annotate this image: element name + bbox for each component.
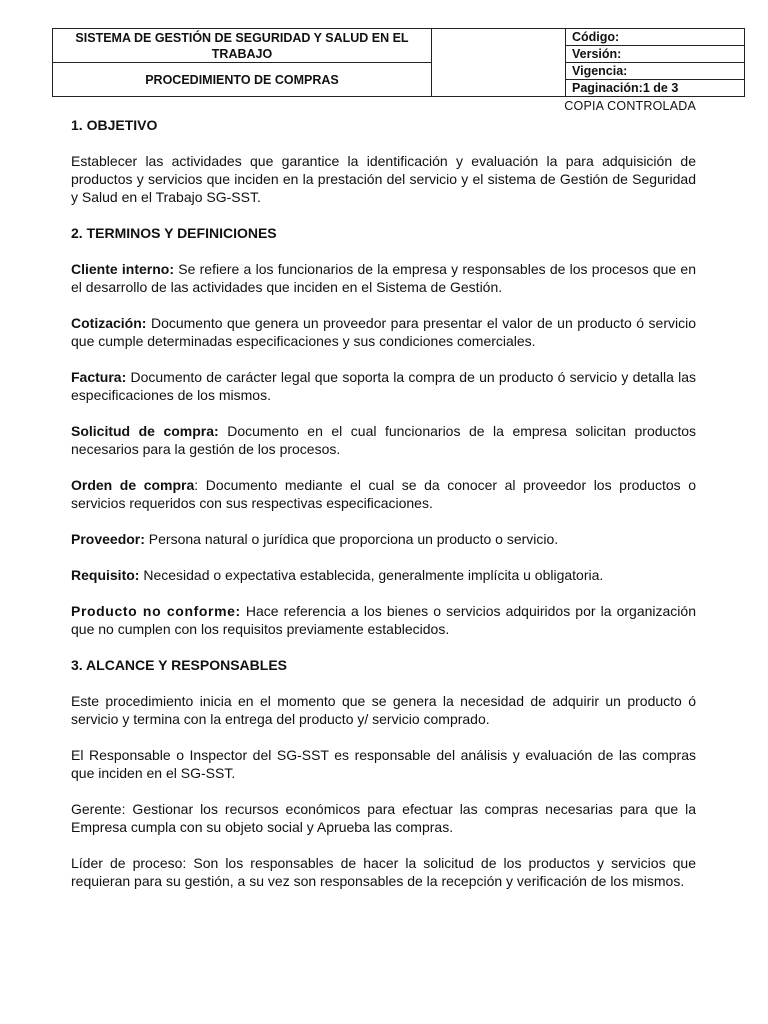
definition-solicitud-de-compra: [71, 422, 696, 458]
term-definition: : Documento mediante el cual se da conocer al proveedor los productos o servicios requeridos con sus respectivas especificaciones.: [71, 477, 696, 511]
copia-controlada-label: COPIA CONTROLADA: [564, 99, 696, 113]
alcance-paragraph: Gerente: Gestionar los recursos económicos para efectuar las compras necesarias para que la Empresa cumpla con su objeto social y Aprueba las compras.: [71, 801, 696, 835]
term-definition: Documento en el cual funcionarios de la empresa solicitan productos necesarios para la gestión de los procesos.: [71, 423, 696, 457]
definition-orden-de-compra: [71, 476, 696, 512]
definition-proveedor: [71, 530, 696, 548]
definition-requisito: [71, 566, 696, 584]
section-heading-objetivo: 1. OBJETIVO: [71, 117, 158, 133]
term-label: Factura:: [71, 369, 127, 385]
definition-producto-no-conforme: [71, 602, 696, 638]
term-definition: Hace referencia a los bienes o servicios adquiridos por la organización que no cumplen con los requisitos previamente establecidos.: [71, 603, 696, 637]
objetivo-text: Establecer las actividades que garantice la identificación y evaluación la para adquisición de productos y servicios que inciden en la prestación del servicio y el sistema de Gestión de Seguridad y Salud en el Trabajo SG-SST.: [71, 153, 696, 205]
term-label: Cotización:: [71, 315, 147, 331]
definition-cliente-interno: [71, 260, 696, 296]
term-label: Solicitud de compra:: [71, 423, 219, 439]
term-label: Orden de compra: [71, 477, 195, 493]
alcance-paragraph: Líder de proceso: Son los responsables de hacer la solicitud de los productos y servicios que requieran para su gestión, a su vez son responsables de la recepción y verificación de los mismos.: [71, 855, 696, 889]
document-header: [52, 28, 745, 97]
section-heading-alcance: 3. ALCANCE Y RESPONSABLES: [71, 657, 288, 673]
header-version: Versión:: [566, 46, 745, 63]
header-subtitle: PROCEDIMIENTO DE COMPRAS: [53, 63, 432, 97]
definition-factura: [71, 368, 696, 404]
header-vigencia: Vigencia:: [566, 63, 745, 80]
logo-area: [432, 29, 566, 97]
document-body: [71, 116, 696, 890]
term-definition: Documento de carácter legal que soporta la compra de un producto ó servicio y detalla las especificaciones de los mismos.: [71, 369, 696, 403]
header-paginacion: Paginación:1 de 3: [566, 80, 745, 97]
term-label: Requisito:: [71, 567, 140, 583]
term-definition: Necesidad o expectativa establecida, generalmente implícita u obligatoria.: [139, 567, 604, 583]
term-definition: Se refiere a los funcionarios de la empresa y responsables de los procesos que en el desarrollo de las actividades que inciden en el Sistema de Gestión.: [71, 261, 697, 295]
header-codigo: Código:: [566, 29, 745, 46]
term-label: Cliente interno:: [71, 261, 175, 277]
section-heading-terminos: 2. TERMINOS Y DEFINICIONES: [71, 225, 277, 241]
term-label: Proveedor:: [71, 531, 145, 547]
term-label: Producto no conforme:: [71, 603, 241, 619]
alcance-paragraph: El Responsable o Inspector del SG-SST es responsable del análisis y evaluación de las compras que inciden en el SG-SST.: [71, 747, 696, 781]
definition-cotizacion: [71, 314, 696, 350]
header-title: SISTEMA DE GESTIÓN DE SEGURIDAD Y SALUD EN EL TRABAJO: [53, 29, 432, 63]
alcance-paragraph: Este procedimiento inicia en el momento que se genera la necesidad de adquirir un producto ó servicio y termina con la entrega del producto y/ servicio comprado.: [71, 693, 696, 727]
term-definition: Persona natural o jurídica que proporciona un producto o servicio.: [144, 531, 559, 547]
term-definition: Documento que genera un proveedor para presentar el valor de un producto ó servicio que cumple determinadas especificaciones y sus condiciones comerciales.: [71, 315, 696, 349]
